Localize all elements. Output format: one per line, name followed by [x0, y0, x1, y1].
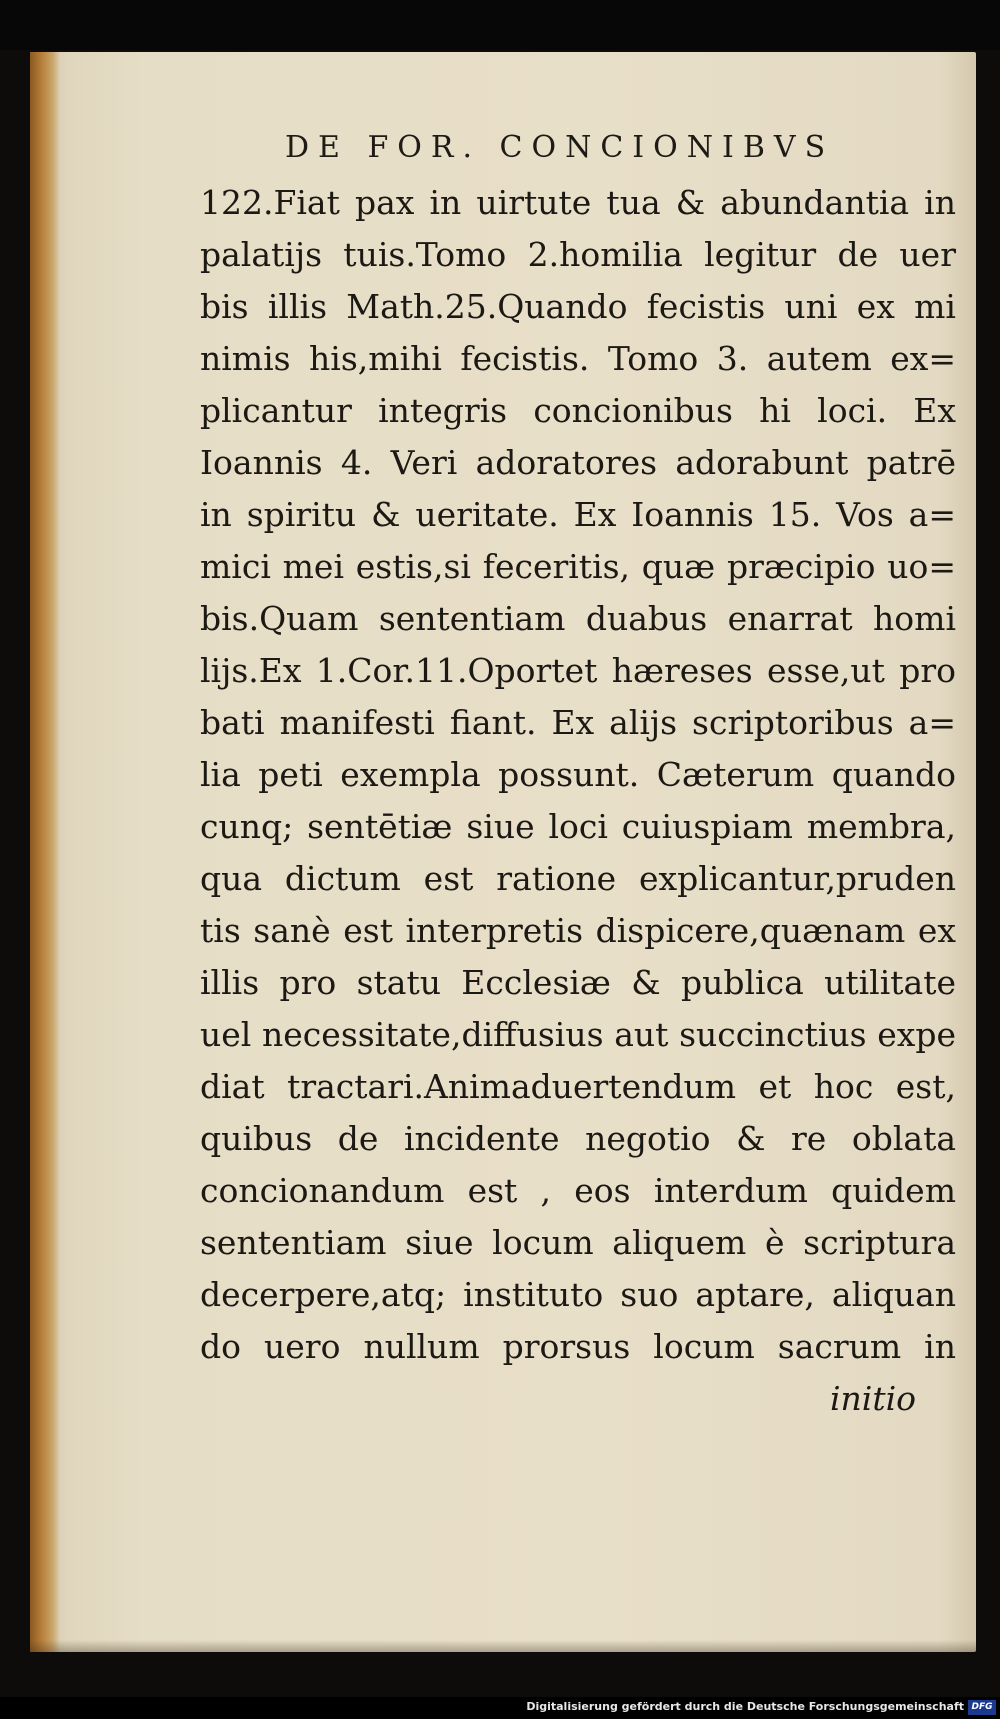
- page-bottom-shadow: [30, 1640, 976, 1652]
- catchword: initio: [830, 1379, 917, 1418]
- body-text: [0, 180, 1000, 1440]
- text-line: bis illis Math.25.Quando fecistis uni ex mi: [200, 287, 956, 326]
- text-line: qua dictum est ratione explicantur,pruden: [200, 859, 956, 898]
- text-line: illis pro statu Ecclesiæ & publica utilitate: [200, 963, 956, 1002]
- scan-background-top: [0, 0, 1000, 50]
- text-line: Ioannis 4. Veri adoratores adorabunt patrē: [200, 443, 956, 482]
- running-head: DE FOR. CONCIONIBVS: [285, 130, 835, 165]
- text-line: uel necessitate,diffusius aut succinctius expe: [200, 1015, 956, 1054]
- dfg-logo: DFG: [968, 1700, 996, 1715]
- text-line: bati manifesti fiant. Ex alijs scriptoribus a=: [200, 703, 956, 742]
- text-line: lijs.Ex 1.Cor.11.Oportet hæreses esse,ut pro: [200, 651, 956, 690]
- text-line: do uero nullum prorsus locum sacrum in: [200, 1327, 956, 1366]
- digitization-footer: [0, 1697, 1000, 1719]
- text-line: tis sanè est interpretis dispicere,quænam ex: [200, 911, 956, 950]
- text-line: lia peti exempla possunt. Cæterum quando: [200, 755, 956, 794]
- text-line: quibus de incidente negotio & re oblata: [200, 1119, 956, 1158]
- text-line: decerpere,atq; instituto suo aptare, aliquan: [200, 1275, 956, 1314]
- text-line: sententiam siue locum aliquem è scriptura: [200, 1223, 956, 1262]
- text-line: palatijs tuis.Tomo 2.homilia legitur de uer: [200, 235, 956, 274]
- text-line: concionandum est , eos interdum quidem: [200, 1171, 956, 1210]
- text-line: diat tractari.Animaduertendum et hoc est,: [200, 1067, 956, 1106]
- text-line: nimis his,mihi fecistis. Tomo 3. autem ex=: [200, 339, 956, 378]
- text-line: cunq; sentētiæ siue loci cuiuspiam membra,: [200, 807, 956, 846]
- text-line: 122.Fiat pax in uirtute tua & abundantia in: [200, 183, 956, 222]
- funding-notice: Digitalisierung gefördert durch die Deutsche Forschungsgemeinschaft: [526, 1700, 964, 1713]
- text-line: mici mei estis,si feceritis, quæ præcipio uo=: [200, 547, 956, 586]
- text-line: bis.Quam sententiam duabus enarrat homi: [200, 599, 956, 638]
- text-line: plicantur integris concionibus hi loci. Ex: [200, 391, 956, 430]
- text-line: in spiritu & ueritate. Ex Ioannis 15. Vos a=: [200, 495, 956, 534]
